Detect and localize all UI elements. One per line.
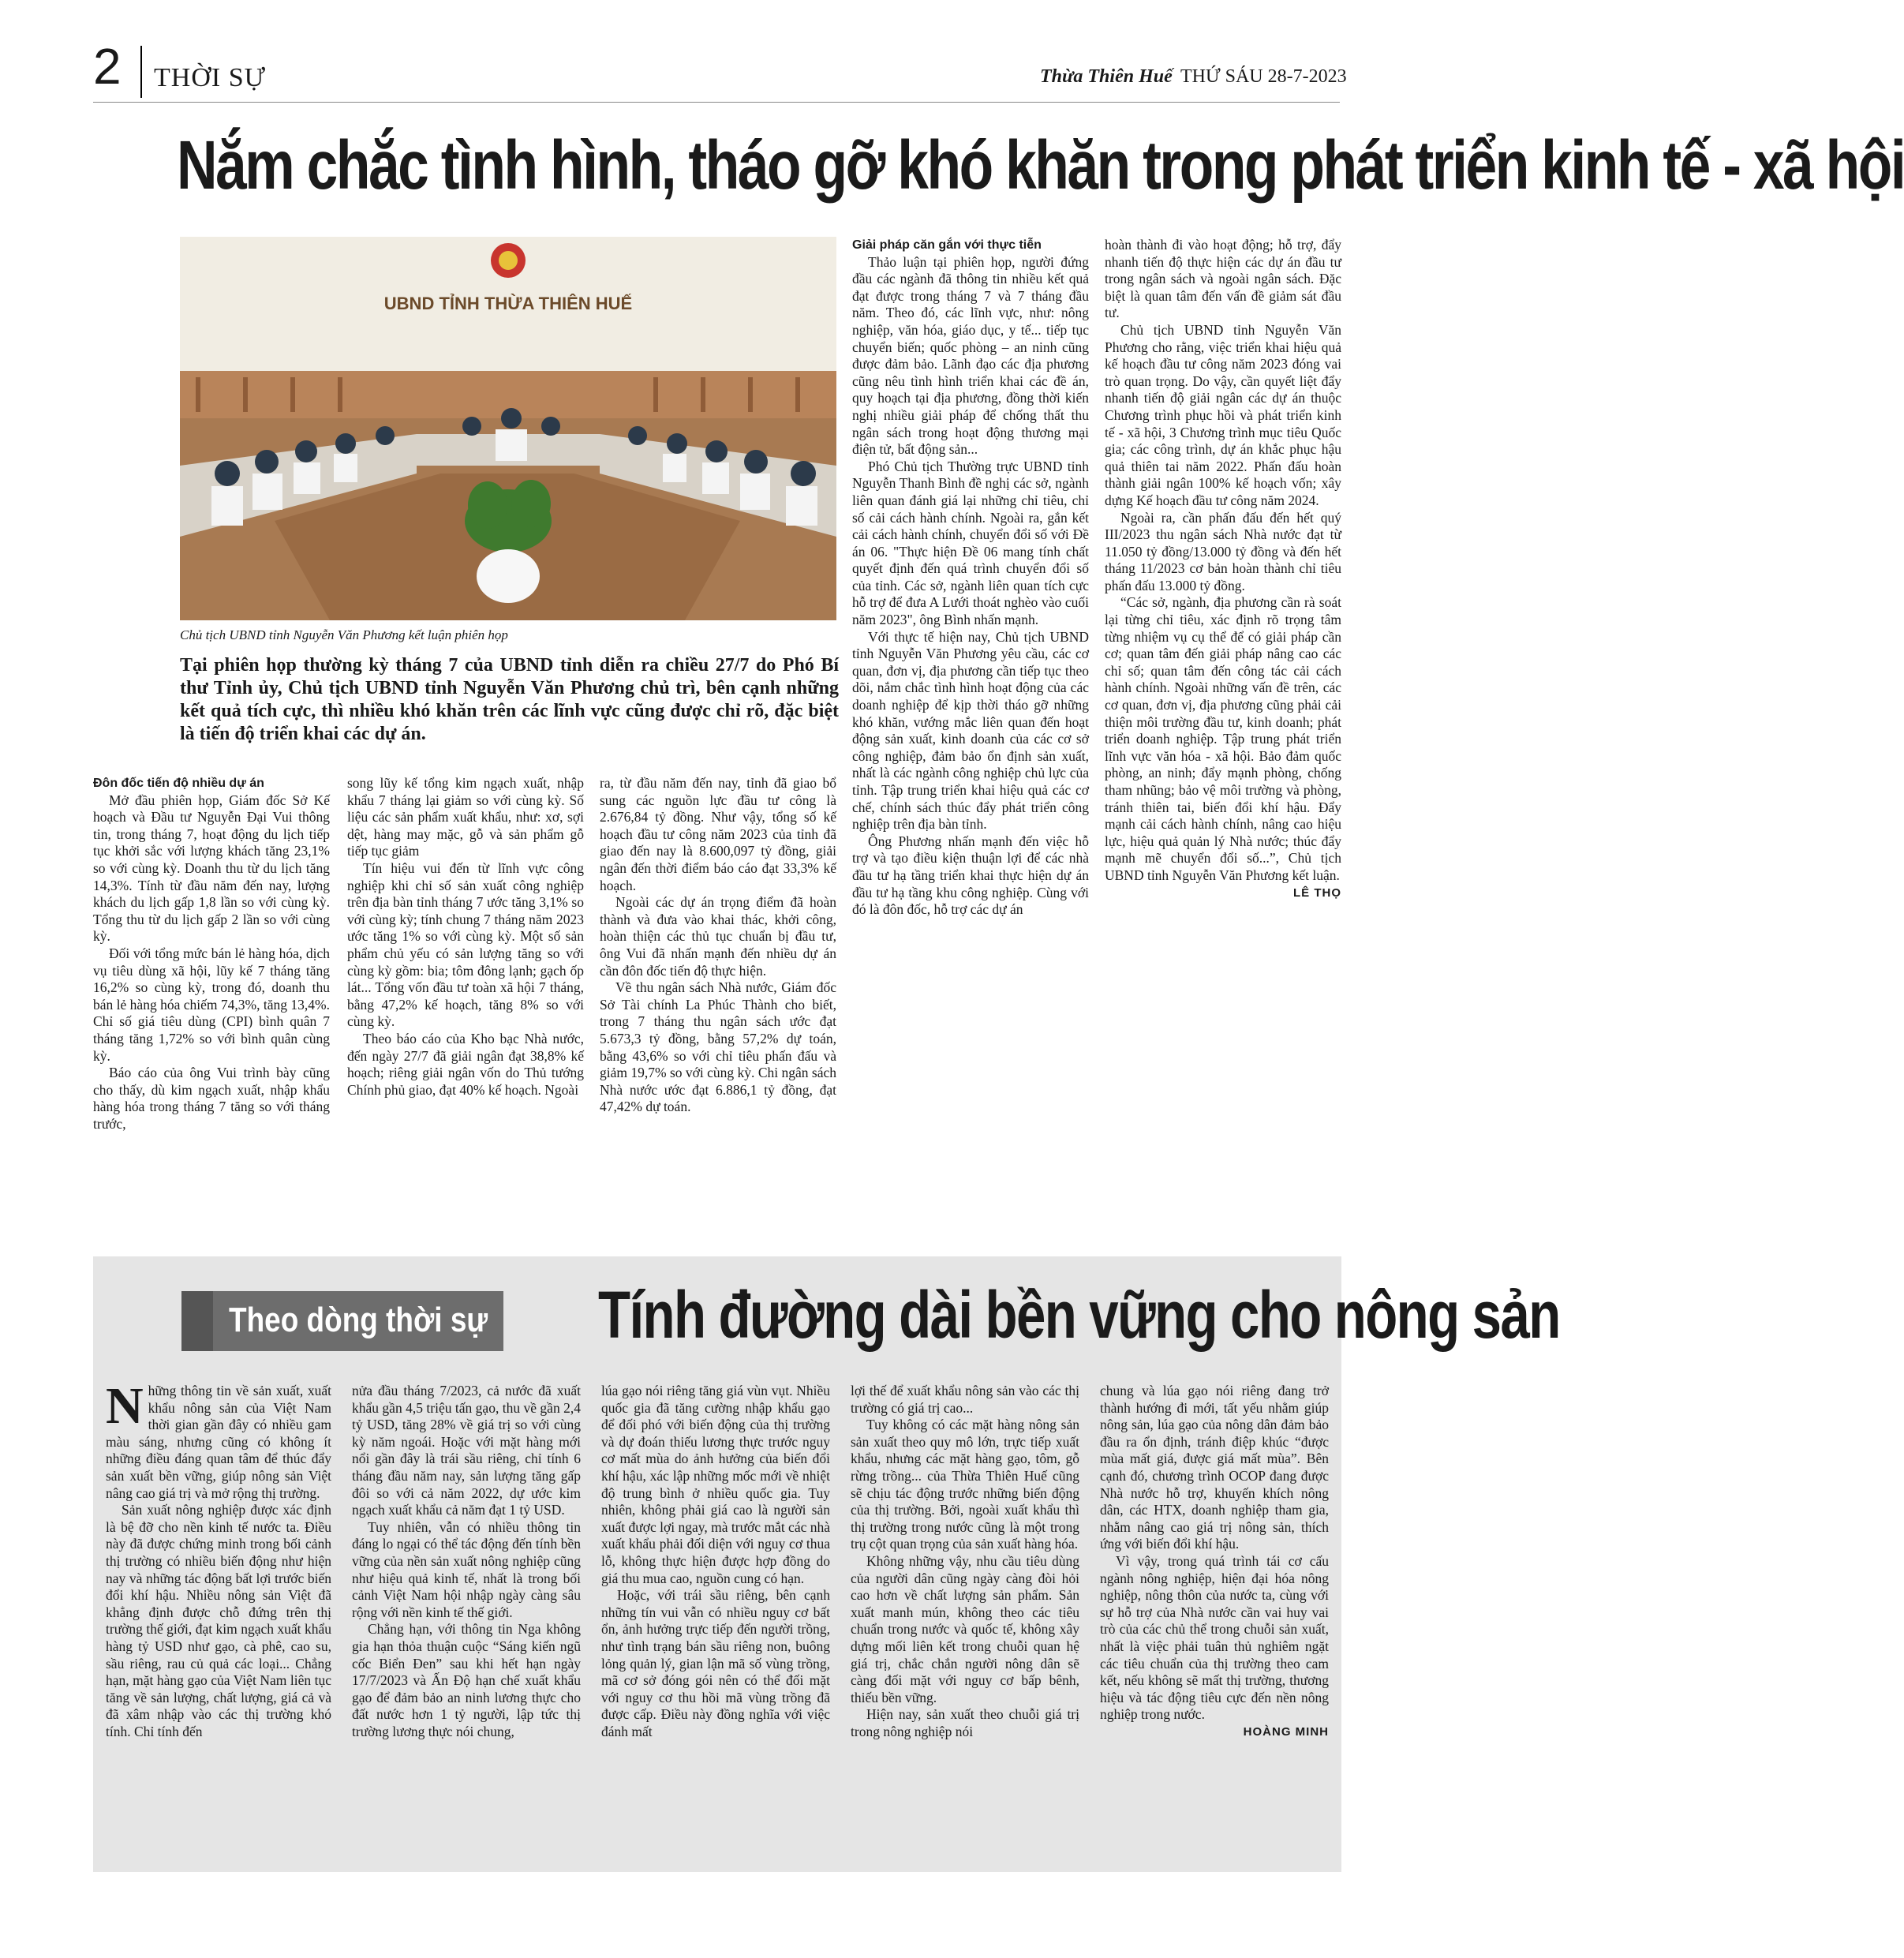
issue-date: THỨ SÁU 28-7-2023 bbox=[1180, 66, 1347, 87]
article2-column-5 bbox=[1100, 1383, 1329, 1740]
paragraph: Chẳng hạn, với thông tin Nga không gia hạn thỏa thuận cuộc “Sáng kiến ngũ cốc Biển Đen” sau khi hết hạn ngày 17/7/2023 và Ấn Độ hạn chế xuất khẩu gạo để đảm bảo an ninh lương thực cho đất nước hơn 1 tỷ người, lập tức thị trường lương thực nói chung, bbox=[352, 1621, 581, 1739]
paragraph: lợi thế để xuất khẩu nông sản vào các thị trường có giá trị cao... bbox=[851, 1383, 1079, 1416]
column-tag-accent bbox=[181, 1291, 213, 1351]
article1-column-2 bbox=[347, 775, 584, 1099]
subheading: Giải pháp căn gắn với thực tiễn bbox=[852, 238, 1042, 252]
paragraph: Đối với tổng mức bán lẻ hàng hóa, dịch vụ tiêu dùng xã hội, lũy kế 7 tháng tăng 16,2% so cùng kỳ, trong đó, doanh thu bán lẻ hàng hóa chiếm 74,3%, tăng 13,4%. Chỉ số giá tiêu dùng (CPI) bình quân 7 tháng tăng 1,72% so với bình quân cùng kỳ. bbox=[93, 945, 330, 1064]
paragraph: chung và lúa gạo nói riêng đang trở thành hướng đi mới, tất yếu nhằm giúp nông sản, lúa gạo của nông dân đảm bảo đầu ra ổn định, tránh điệp khúc “được mùa mất giá, được giá mất mùa”. Bên cạnh đó, chương trình OCOP đang được Nhà nước hỗ trợ, khuyến khích nông dân, các HTX, doanh nghiệp tham gia, nhằm nâng cao giá trị nông sản, thích ứng với biến đổi khí hậu. bbox=[1100, 1383, 1329, 1552]
article1-column-5 bbox=[1105, 237, 1341, 901]
paragraph: lúa gạo nói riêng tăng giá vùn vụt. Nhiều quốc gia đã tăng cường nhập khẩu gạo để đối phó với biến động của thị trường và dự đoán thiếu lương thực trước nguy cơ mất mùa do ảnh hưởng của biến đổi khí hậu, xác lập những mốc mới về nhiệt độ trung bình ở nhiều quốc gia. Tuy nhiên, không phải giá cao là người sản xuất được lợi ngay, mà trước mắt các nhà xuất khẩu phải đối diện với nguy cơ thua lỗ, không thực hiện được hợp đồng do giá thu mua cao, nguồn cung có hạn. bbox=[601, 1383, 831, 1586]
photo-caption: Chủ tịch UBND tỉnh Nguyễn Văn Phương kết luận phiên họp bbox=[180, 627, 508, 642]
paragraph: Tín hiệu vui đến từ lĩnh vực công nghiệp khi chỉ số sản xuất công nghiệp trên địa bàn tỉnh tháng 7 ước tăng 3,1% so với cùng kỳ; tính chung 7 tháng năm 2023 ước tăng 1% so với cùng kỳ. Một số sản phẩm chủ yếu có sản lượng tăng so với cùng kỳ gồm: bia; tôm đông lạnh; gạch ốp lát... Tổng vốn đầu tư toàn xã hội 7 tháng, bằng 47,2% kế hoạch, tăng 8% so với cùng kỳ. bbox=[347, 859, 584, 1030]
subheading: Đôn đốc tiến độ nhiều dự án bbox=[93, 777, 264, 790]
section-name: THỜI SỰ bbox=[154, 63, 266, 92]
paragraph: Phó Chủ tịch Thường trực UBND tỉnh Nguyễn Thanh Bình đề nghị các sở, ngành liên quan đánh giá lại những chỉ tiêu, chỉ số cải cách hành chính. Ngoài ra, gắn kết cải cách hành chính, chuyển đổi số với Đề án 06. "Thực hiện Đề 06 mang tính chất quyết định đến quá trình chuyển đổi số của tỉnh. Các sở, ngành liên quan tích cực hỗ trợ để đưa A Lưới thoát nghèo vào cuối năm 2023", ông Bình nhấn mạnh. bbox=[852, 458, 1089, 628]
paragraph: Báo cáo của ông Vui trình bày cũng cho thấy, dù kim ngạch xuất, nhập khẩu hàng hóa trong tháng 7 tăng so với tháng trước, bbox=[93, 1065, 330, 1132]
paragraph: Tuy nhiên, vẫn có nhiều thông tin đáng lo ngại có thể tác động đến tính bền vững của nền sản xuất nông nghiệp cũng như hiệu quả kinh tế, nhất là trong bối cảnh Việt Nam hội nhập ngày càng sâu rộng với nền kinh tế thế giới. bbox=[352, 1518, 581, 1620]
author-signature: HOÀNG MINH bbox=[1243, 1724, 1329, 1739]
header-divider bbox=[140, 46, 142, 98]
article-headline: Nắm chắc tình hình, tháo gỡ khó khăn trong phát triển kinh tế - xã hội bbox=[177, 127, 1904, 204]
paragraph: nửa đầu tháng 7/2023, cả nước đã xuất khẩu gần 4,5 triệu tấn gạo, thu về gần 2,4 tỷ USD, tăng 28% về giá trị so với cùng kỳ năm ngoái. Hoặc với mặt hàng mới nổi gần đây là trái sầu riêng, chỉ tính 6 tháng đầu năm nay, sản lượng tăng gấp đôi so với cả năm 2022, dự ước kim ngạch xuất khẩu cả năm đạt 1 tỷ USD. bbox=[352, 1383, 581, 1518]
paragraph-text: hững thông tin về sản xuất, xuất khẩu nông sản của Việt Nam thời gian gần đây có nhiều gam màu sáng, nhưng cũng có không ít những điều đáng quan tâm để thúc đẩy sản xuất bền vững, giúp nông sản Việt nâng cao giá trị và mở rộng thị trường. bbox=[106, 1383, 331, 1501]
paragraph: Sản xuất nông nghiệp được xác định là bệ đỡ cho nền kinh tế nước ta. Điều này đã được chứng minh trong bối cảnh thị trường có nhiều biến động như hiện nay và những tác động bất lợi trước biến đổi khí hậu. Nhiều nông sản Việt đã khẳng định được chỗ đứng trên thị trường thế giới, đạt kim ngạch xuất khẩu hàng tỷ USD như gạo, cà phê, cao su, sầu riêng, rau củ quả các loại... Chẳng hạn, mặt hàng gạo của Việt Nam liên tục tăng về sản lượng, chất lượng, giá cả và đã xâm nhập vào các thị trường khó tính. Chỉ tính đến bbox=[106, 1502, 331, 1739]
article1-column-3 bbox=[600, 775, 836, 1116]
paragraph: Chủ tịch UBND tỉnh Nguyễn Văn Phương cho rằng, việc triển khai hiệu quả kế hoạch đầu tư công năm 2023 đóng vai trò quan trọng. Do vậy, cần quyết liệt đẩy nhanh tiến độ giải ngân các dự án thuộc Chương trình phục hồi và phát triển kinh tế - xã hội, 3 Chương trình mục tiêu Quốc gia; các công trình, dự án khắc phục hậu quả thiên tai năm 2022. Phấn đấu hoàn thành giải ngân 100% kế hoạch vốn; xây dựng Kế hoạch đầu tư công năm 2024. bbox=[1105, 321, 1341, 508]
paragraph: Thảo luận tại phiên họp, người đứng đầu các ngành đã thông tin nhiều kết quả đạt được trong tháng 7 và 7 tháng đầu năm. Theo đó, các lĩnh vực, như: nông nghiệp, văn hóa, giáo dục, y tế... tiếp tục chuyển biến; quốc phòng – an ninh cũng được đảm bảo. Lãnh đạo các địa phương cũng nêu tình hình triển khai các đề án, quy hoạch tại địa phương, đồng thời kiến nghị nhiều giải pháp để chống thất thu ngân sách trong hoạt động thương mại điện tử, bất động sản... bbox=[852, 253, 1089, 458]
meeting-photo bbox=[180, 237, 836, 620]
meeting-photo-image bbox=[180, 237, 836, 620]
paragraph: Ngoài ra, cần phấn đấu đến hết quý III/2023 thu ngân sách Nhà nước đạt từ 11.050 tỷ đồng/13.000 tỷ đồng và đến hết tháng 11/2023 cơ bản hoàn thành chỉ tiêu phấn đấu 13.000 tỷ đồng. bbox=[1105, 509, 1341, 593]
commentary-headline: Tính đường dài bền vững cho nông sản bbox=[598, 1278, 1560, 1352]
paragraph: Theo báo cáo của Kho bạc Nhà nước, đến ngày 27/7 đã giải ngân đạt 38,8% kế hoạch; riêng giải ngân vốn do Thủ tướng Chính phủ giao, đạt 40% kế hoạch. Ngoài bbox=[347, 1030, 584, 1098]
paragraph: Vì vậy, trong quá trình tái cơ cấu ngành nông nghiệp, hiện đại hóa nông nghiệp, nông thôn của nước ta, cùng với sự hỗ trợ của Nhà nước cần vai huy vai trò của các chủ thể trong chuỗi sản xuất, nhất là việc phải tuân thủ nghiêm ngặt các tiêu chuẩn của thị trường theo cam kết, nếu không sẽ mất thị trường, thương hiệu và tác động tiêu cực đến nền nông nghiệp trong nước. bbox=[1100, 1552, 1329, 1723]
header-rule bbox=[93, 102, 1340, 103]
paragraph: Ông Phương nhấn mạnh đến việc hỗ trợ và tạo điều kiện thuận lợi để các nhà đầu tư hạ tầng triển khai thực hiện dự án đầu tư hạ tầng khu công nghiệp. Cùng với đó là đôn đốc, hỗ trợ các dự án bbox=[852, 833, 1089, 918]
paragraph: Không những vậy, nhu cầu tiêu dùng của người dân cũng ngày càng đòi hỏi cao hơn về chất lượng sản phẩm. Sản xuất manh mún, không theo các tiêu chuẩn trong nước và quốc tế, không xây dựng mối liên kết trong chuỗi quan hệ giá trị, chắc chắn người nông dân sẽ càng đối mặt với nguy cơ bấp bênh, thiếu bền vững. bbox=[851, 1552, 1079, 1705]
paragraph bbox=[106, 1377, 331, 1502]
paragraph: Tuy không có các mặt hàng nông sản sản xuất theo quy mô lớn, trực tiếp xuất khẩu, nhưng các mặt hàng gạo, tôm, gỗ rừng trồng... của Thừa Thiên Huế cũng sẽ chịu tác động trước những biến động của thị trường. Bởi, ngoài xuất khẩu thì thị trường trong nước cũng là một trong trụ cột quan trọng của sản xuất hàng hóa. bbox=[851, 1417, 1079, 1552]
paragraph: Với thực tế hiện nay, Chủ tịch UBND tỉnh Nguyễn Văn Phương yêu cầu, các cơ quan, đơn vị, địa phương cần tiếp tục theo dõi, nắm chắc tình hình hoạt động của các doanh nghiệp để kịp thời tháo gỡ những khó khăn, vướng mắc liên quan đến hoạt động sản xuất, kinh doanh của các cơ sở công nghiệp, đảm bảo ổn định sản xuất, nhất là các ngành công nghiệp chủ lực của tỉnh. Tập trung triển khai hiệu quả các cơ chế, chính sách thúc đẩy phát triển công nghiệp trên địa bàn tỉnh. bbox=[852, 628, 1089, 833]
paragraph: Mở đầu phiên họp, Giám đốc Sở Kế hoạch và Đầu tư Nguyễn Đại Vui thông tin, trong tháng 7, hoạt động du lịch tiếp tục khởi sắc với lượng khách tăng 23,1% so với cùng kỳ. Doanh thu từ du lịch tăng 14,3%. Tính từ đầu năm đến nay, lượng khách du lịch gấp 1,8 lần so với cùng kỳ. Tổng thu từ du lịch gấp 2 lần so với cùng kỳ. bbox=[93, 792, 330, 945]
page-number: 2 bbox=[93, 38, 122, 95]
photo-sign: UBND TỈNH THỪA THIÊN HUẾ bbox=[383, 294, 633, 313]
article-lead: Tại phiên họp thường kỳ tháng 7 của UBND tỉnh diễn ra chiều 27/7 do Phó Bí thư Tỉnh ủy, Chủ tịch UBND tỉnh Nguyễn Văn Phương chủ trì, bên cạnh những kết quả tích cực, thì nhiều khó khăn trên các lĩnh vực cũng được chỉ rõ, đặc biệt là tiến độ triển khai các dự án. bbox=[180, 655, 839, 744]
newspaper-name: Thừa Thiên Huế bbox=[1040, 66, 1173, 87]
paragraph: Hiện nay, sản xuất theo chuỗi giá trị trong nông nghiệp nói bbox=[851, 1706, 1079, 1739]
article2-column-4 bbox=[851, 1383, 1079, 1740]
article2-column-1 bbox=[106, 1377, 331, 1740]
article2-column-2 bbox=[352, 1383, 581, 1740]
article1-column-1 bbox=[93, 775, 330, 1132]
paragraph: Ngoài các dự án trọng điểm đã hoàn thành và đưa vào khai thác, khởi công, hoàn thiện các thủ tục chuẩn bị đầu tư, ông Vui đã nhấn mạnh đến nhiều dự án cần đôn đốc tiến độ thực hiện. bbox=[600, 894, 836, 979]
paragraph: Về thu ngân sách Nhà nước, Giám đốc Sở Tài chính La Phúc Thành cho biết, trong 7 tháng thu ngân sách ước đạt 5.673,3 tỷ đồng, bằng 57,2% dự toán, bằng 43,6% so với chỉ tiêu phấn đấu và giảm 19,7% so với cùng kỳ. Chi ngân sách Nhà nước ước đạt 6.886,1 tỷ đồng, đạt 47,42% dự toán. bbox=[600, 979, 836, 1115]
paragraph: ra, từ đầu năm đến nay, tỉnh đã giao bổ sung các nguồn lực đầu tư công là 2.676,84 tỷ đồng. Như vậy, tổng số kế hoạch đầu tư công năm 2023 của tỉnh đã giao đến nay là 8.600,097 tỷ đồng, giải ngân đến thời điểm báo cáo đạt 33,3% kế hoạch. bbox=[600, 775, 836, 893]
paragraph: Hoặc, với trái sầu riêng, bên cạnh những tín vui vẫn có nhiều nguy cơ bất ổn, ảnh hưởng trực tiếp đến người trồng, như tình trạng bán sầu riêng non, buông lỏng quản lý, gian lận mã số vùng trồng, mã cơ sở đóng gói nên có thể đối mặt với nguy cơ thu hồi mã vùng trồng đã được cấp. Điều này đồng nghĩa với việc đánh mất bbox=[601, 1587, 830, 1739]
article2-column-3 bbox=[601, 1383, 830, 1740]
paragraph: “Các sở, ngành, địa phương cần rà soát lại từng chỉ tiêu, xác định rõ trọng tâm từng nhiệm vụ cụ thể để có giải pháp cần cơ; quan tâm đến giải pháp nâng cao các chỉ số; quan tâm đến công tác cải cách hành chính. Ngoài những vấn đề trên, các cơ quan, đơn vị, địa phương cũng phải cải thiện môi trường đầu tư, kinh doanh; phát triển doanh nghiệp. Tập trung phát triển lĩnh vực văn hóa - xã hội. Bảo đảm quốc phòng, an ninh; đẩy mạnh phòng, chống tham nhũng; bảo vệ môi trường và phòng, tránh thiên tai, biến đổi khí hậu. Đẩy mạnh cải cách hành chính, nâng cao hiệu lực, hiệu quả quản lý Nhà nước; thúc đẩy mạnh mẽ chuyển đổi số...”, Chủ tịch UBND tỉnh Nguyễn Văn Phương kết luận. bbox=[1105, 594, 1341, 883]
paragraph: song lũy kế tổng kim ngạch xuất, nhập khẩu 7 tháng lại giảm so với cùng kỳ. Số liệu các sản phẩm xuất khẩu, như: xơ, sợi dệt, hàng may mặc, gỗ và sản phẩm gỗ tiếp tục giảm bbox=[347, 775, 584, 859]
drop-cap: N bbox=[106, 1377, 144, 1435]
author-signature: LÊ THỌ bbox=[1293, 885, 1341, 900]
column-tag-label: Theo dòng thời sự bbox=[229, 1301, 488, 1339]
paragraph: hoàn thành đi vào hoạt động; hỗ trợ, đẩy nhanh tiến độ thực hiện các dự án đầu tư trong ngân sách và ngoài ngân sách. Đặc biệt là quan tâm đến vấn đề giảm sát đầu tư. bbox=[1105, 237, 1341, 321]
article1-column-4 bbox=[852, 237, 1089, 919]
